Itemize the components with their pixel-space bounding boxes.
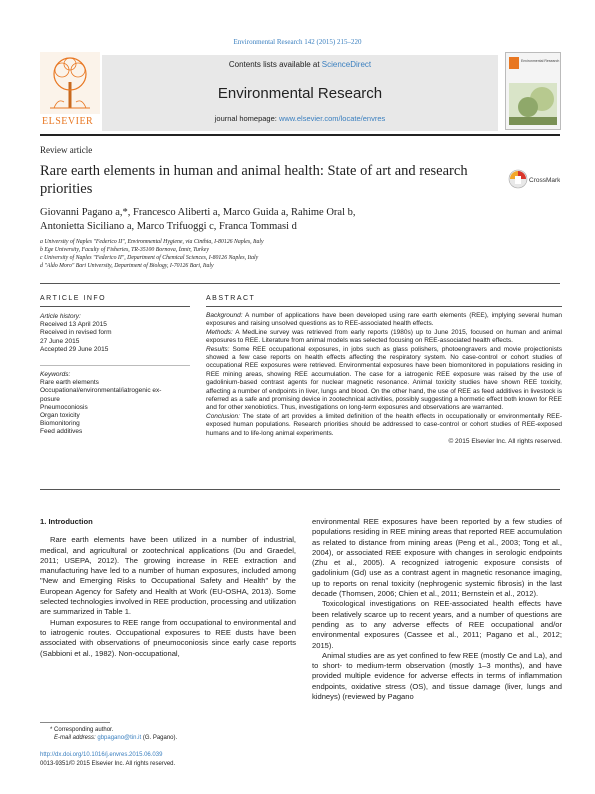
sciencedirect-link[interactable]: ScienceDirect: [321, 60, 372, 69]
abstract-conclusion: Conclusion: The state of art provides a limited definition of the health effects in occupationally or environmentally REE-exposed human populations. Research priorities should be addressed to case-control or cohort studies of REE-exposed humans and to life-long animal experiments.: [206, 412, 562, 437]
homepage-prefix: journal homepage:: [214, 114, 279, 123]
abstract-heading: ABSTRACT: [206, 295, 256, 302]
background-label: Background:: [206, 312, 243, 319]
article-info-rule: [40, 306, 190, 307]
keyword: Occupational/environmental/iatrogenic ex-: [40, 387, 162, 395]
keyword: Feed additives: [40, 428, 83, 436]
email-label: E-mail address:: [54, 735, 98, 741]
cover-title: Environmental Research: [521, 59, 560, 63]
header-rule: [40, 134, 560, 136]
corresponding-label: * Corresponding author.: [50, 727, 114, 733]
crossmark-label: CrossMark: [529, 177, 560, 184]
doi-link[interactable]: http://dx.doi.org/10.1016/j.envres.2015.06.039: [40, 752, 163, 758]
methods-label: Methods:: [206, 328, 233, 336]
conclusion-label: Conclusion:: [206, 412, 240, 420]
abstract-results: Results: Some REE occupational exposures, in jobs such as glass polishers, photoengravers and movie projectionists showed a few case reports on health effects affecting the respiratory system. No case-control or cohort studies of occupational REE exposures were retrieved. Environmental exposures have been biomonitored in populations residing in REE mining areas, showing REE accumulation. The case for a iatrogenic REE exposure was raised by the use of gadolinium-based contrast agents for nuclear magnetic resonance. Animal toxicity studies have shown REE toxicity, affecting a number of endpoints in liver, lungs and blood. On the other hand, the use of REE as feed additives in livestock is referred as a safe and promising device in zootechnical activities, possibly suggesting a hormetic effect both known for REE and for other xenobiotics. Thus, investigations on long-term exposures and observations are warranted.: [206, 345, 562, 412]
abstract-bottom-rule: [40, 489, 560, 490]
abstract-methods: Methods: A MedLine survey was retrieved from early reports (1980s) up to June 2015, focused on human and animal exposures to REE. Literature from animal models was selected focusing on REE-associated health effects.: [206, 328, 562, 345]
article-type: Review article: [40, 145, 93, 155]
keyword: Biomonitoring: [40, 420, 80, 428]
abstract-copyright: © 2015 Elsevier Inc. All rights reserved.: [448, 438, 562, 446]
author-list: [40, 206, 540, 234]
intro-paragraph: Human exposures to REE range from occupational to environmental and to iatrogenic routes. Occupational exposures to REE dusts have been associated with observations of pneumoconiosis since early case reports (Sabbioni et al., 1982). Non-occupational,: [40, 617, 296, 658]
publisher-logo-text: ELSEVIER: [42, 116, 94, 127]
crossmark-icon: [508, 167, 560, 191]
history-item: 27 June 2015: [40, 337, 80, 345]
intro-paragraph: Toxicological investigations on REE-associated health effects have been relatively scarce up to recent years, and a number of questions are pending as to any adverse effects of REE occupational and/or environmental exposures (Cassee et al., 2011; Pagano et al., 2012; 2015).: [312, 599, 562, 650]
keywords-list: [40, 371, 195, 437]
journal-citation[interactable]: Environmental Research 142 (2015) 215–220: [233, 38, 362, 46]
history-label: Article history:: [40, 313, 81, 320]
contents-prefix: Contents lists available at: [228, 60, 322, 69]
keyword: Pneumoconiosis: [40, 403, 88, 411]
intro-heading: 1. Introduction: [40, 517, 93, 526]
contents-line: [102, 60, 498, 69]
abstract-body: [206, 312, 562, 447]
affiliation-a: a University of Naples "Federico II", Environmental Hygiene, via Cinthia, I-80126 Naples, Italy: [40, 239, 264, 245]
intro-paragraph: environmental REE exposures have been reported by a few studies of populations residing in REE mining areas that reported REE accumulation as related to distance from mining areas (Peng et al., 2003; Tong et al., 2004), or associated REE exposure with changes in serologic endpoints (Zhu et al., 2005). A recognized iatrogenic exposure consists of gadolinium (Gd) use as a contrast agent in magnetic resonance imaging, up to reports on renal toxicity (nephrogenic systemic fibrosis) in the last decade (Thomsen, 2006; Chien et al., 2011; Bernstein et al., 2012).: [312, 517, 562, 599]
cover-image-icon: [506, 53, 560, 129]
footnote-rule: [40, 722, 110, 723]
history-item: Received 13 April 2015: [40, 321, 107, 329]
crossmark-badge[interactable]: [508, 167, 560, 191]
meta-rule: [40, 283, 560, 284]
keywords-rule: [40, 365, 190, 366]
intro-right-column: [312, 517, 562, 702]
authors-line-1: Giovanni Pagano a,*, Francesco Aliberti a, Marco Guida a, Rahime Oral b,: [40, 207, 356, 218]
journal-homepage: [102, 114, 498, 123]
affiliation-d: d "Aldo Moro" Bari University, Department of Biology, I-70126 Bari, Italy: [40, 263, 214, 269]
corresponding-author: [50, 726, 290, 742]
keyword: Rare earth elements: [40, 379, 99, 387]
abstract-rule: [206, 306, 562, 307]
email-line: E-mail address: gbpagano@tin.it (G. Pagano).: [54, 735, 178, 741]
article-title: Rare earth elements in human and animal health: State of art and research priorities: [40, 163, 468, 197]
journal-cover-thumbnail[interactable]: [505, 52, 561, 130]
intro-left-column: [40, 517, 296, 659]
history-item: Accepted 29 June 2015: [40, 345, 109, 353]
journal-title: Environmental Research: [217, 85, 383, 102]
email-link[interactable]: gbpagano@tin.it: [97, 735, 142, 741]
history-item: Received in revised form: [40, 329, 112, 337]
keyword: posure: [40, 395, 60, 403]
abstract-background: Background: A number of applications have been developed using rare earth elements (REE), implying several human exposures and raising unsolved questions as to REE-associated health effects.: [206, 312, 562, 328]
keyword: Organ toxicity: [40, 412, 80, 420]
affiliation-b: b Ege University, Faculty of Fisheries, TR-35100 Bornova, İzmir, Turkey: [40, 247, 209, 253]
elsevier-tree-icon: [40, 52, 100, 114]
authors-line-2: Antonietta Siciliano a, Marco Trifuoggi c, Franca Tommasi d: [40, 221, 297, 232]
homepage-link[interactable]: www.elsevier.com/locate/envres: [278, 114, 386, 123]
article-history: [40, 313, 195, 354]
issn-line: 0013-9351/© 2015 Elsevier Inc. All rights reserved.: [40, 761, 176, 767]
keywords-label: Keywords:: [40, 371, 71, 378]
article-info-heading: ARTICLE INFO: [40, 295, 107, 302]
affiliation-c: c University of Naples "Federico II", Department of Chemical Sciences, I-80126 Naples, Italy: [40, 255, 259, 261]
results-label: Results:: [206, 345, 230, 353]
intro-paragraph: Animal studies are as yet confined to few REE (mostly Ce and La), and to short- to medium-term observation (mostly 1–3 months), and have provided multiple evidence for adverse effects in terms of inflammation endpoints, oxidative stress (OS), and tissue damage (liver, lungs and kidneys) (reviewed by Pagano: [312, 650, 562, 702]
intro-paragraph: Rare earth elements have been utilized in a number of industrial, medical, and agricultural or zootechnical applications (Du and Graedel, 2011; USEPA, 2012). The growing increase in REE extraction and manufacturing have led to a number of human exposures, included among "New and Emerging Risks to Occupational Safety and Health" by the European Agency for Safety and Health at Work (EU-OSHA, 2013). Some selected technologies involved in REE production, processing and utilization are summarized in Table 1.: [40, 535, 296, 617]
